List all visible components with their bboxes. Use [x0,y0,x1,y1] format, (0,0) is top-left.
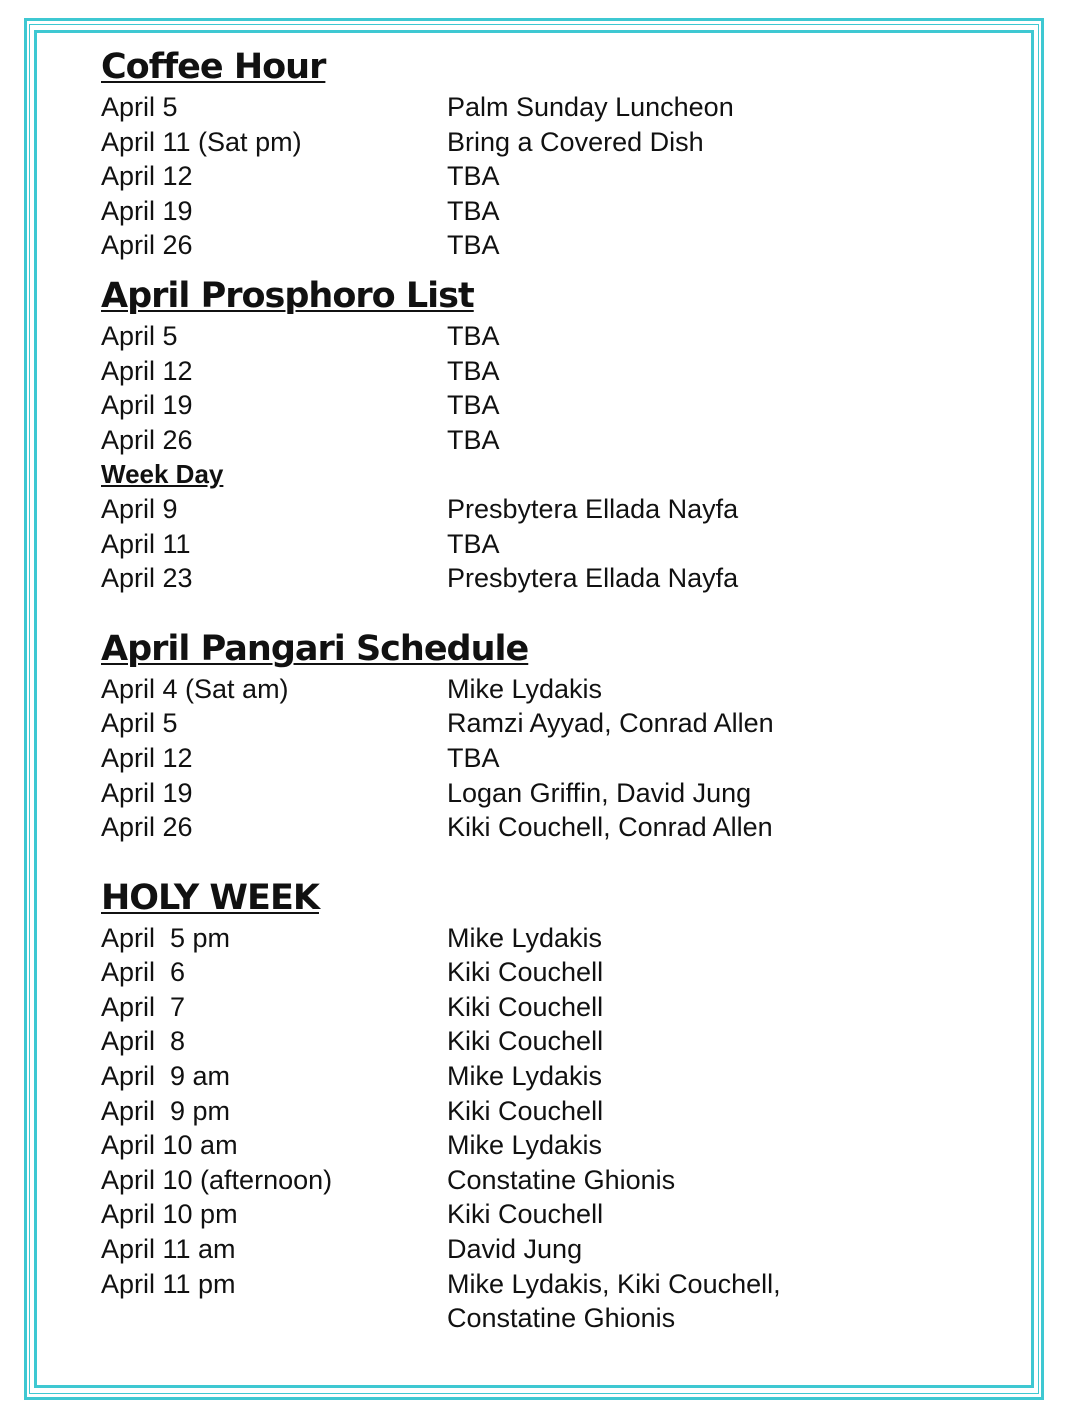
date-cell: April 7 [101,991,186,1022]
week-day-subheading: Week Day [101,459,224,490]
holy-week-heading: HOLY WEEK [101,877,319,918]
date-cell: April 10 pm [101,1199,238,1230]
list-item [101,1163,961,1198]
date-cell: April 5 [101,92,178,122]
schedule-content [101,44,961,1336]
pangari-schedule-list [101,672,961,845]
date-cell: April 4 (Sat am) [101,673,289,704]
list-item [101,423,961,458]
list-item [101,319,961,354]
list-item [101,492,961,527]
value-cell: Mike Lydakis [447,1130,603,1161]
list-item [101,1024,961,1059]
date-cell: April 9 pm [101,1095,231,1126]
value-cell: Logan Griffin, David Jung [447,777,752,808]
list-item [101,1197,961,1232]
list-item [101,1059,961,1094]
coffee-hour-list [101,90,961,263]
value-cell: Constatine Ghionis [447,1164,676,1195]
date-cell: April 12 [101,355,193,386]
list-item [101,561,961,596]
date-cell: April 5 [101,320,178,351]
date-cell: April 26 [101,424,193,455]
date-cell: April 26 [101,230,193,261]
date-cell: April 6 [101,957,186,988]
list-item [101,159,961,194]
date-cell: April 11 am [101,1234,236,1265]
value-cell: TBA [447,161,500,192]
value-cell: TBA [447,390,500,421]
list-item [101,776,961,811]
date-cell: April 9 am [101,1061,231,1092]
value-cell: Kiki Couchell [447,957,604,988]
date-cell: April 11 pm [101,1268,236,1299]
list-item [101,228,961,263]
value-cell: TBA [447,528,500,559]
list-item [101,1232,961,1267]
value-cell: Mike Lydakis [447,673,603,704]
holy-week-list [101,921,961,1336]
value-cell: Bring a Covered Dish [447,126,704,157]
list-item [101,955,961,990]
section-spacer [101,263,961,273]
date-cell: April 12 [101,161,193,192]
value-cell: TBA [447,230,500,261]
value-cell: Mike Lydakis [447,922,603,953]
value-cell: Presbytera Ellada Nayfa [447,563,739,594]
list-item [101,1128,961,1163]
list-item [101,921,961,956]
value-cell: Kiki Couchell [447,1095,604,1126]
date-cell: April 10 am [101,1130,238,1161]
date-cell: April 26 [101,812,193,843]
list-item [101,810,961,845]
value-cell: TBA [447,742,500,773]
value-cell: Mike Lydakis, Kiki Couchell, Constatine Ghionis [447,1268,781,1334]
list-item [101,1267,961,1336]
date-cell: April 5 [101,708,178,739]
week-day-list [101,492,961,596]
value-cell: Kiki Couchell [447,1199,604,1230]
date-cell: April 11 (Sat pm) [101,126,302,157]
list-item [101,194,961,229]
date-cell: April 12 [101,742,193,773]
list-item [101,388,961,423]
value-cell: TBA [447,195,500,226]
prosphoro-list-heading: April Prosphoro List [101,275,474,316]
list-item [101,90,961,125]
date-cell: April 19 [101,777,193,808]
value-cell: David Jung [447,1234,583,1265]
list-item [101,1094,961,1129]
coffee-hour-heading: Coffee Hour [101,47,326,87]
date-cell: April 23 [101,563,193,594]
value-cell: TBA [447,320,500,351]
value-cell: Kiki Couchell [447,991,604,1022]
list-item [101,672,961,707]
value-cell: Mike Lydakis [447,1061,603,1092]
list-item [101,527,961,562]
list-item [101,741,961,776]
date-cell: April 19 [101,195,193,226]
list-item [101,706,961,741]
date-cell: April 11 [101,528,191,559]
value-cell: Palm Sunday Luncheon [447,92,734,122]
date-cell: April 10 (afternoon) [101,1164,333,1195]
value-cell: Kiki Couchell, Conrad Allen [447,812,773,843]
section-spacer [101,845,961,875]
section-spacer [101,596,961,626]
list-item [101,990,961,1025]
pangari-schedule-heading: April Pangari Schedule [101,628,529,669]
list-item [101,125,961,160]
date-cell: April 19 [101,390,193,421]
date-cell: April 9 [101,493,178,524]
date-cell: April 8 [101,1026,186,1057]
list-item [101,354,961,389]
prosphoro-list [101,319,961,457]
value-cell: TBA [447,424,500,455]
value-cell: Kiki Couchell [447,1026,604,1057]
date-cell: April 5 pm [101,922,231,953]
value-cell: Presbytera Ellada Nayfa [447,493,739,524]
value-cell: TBA [447,355,500,386]
value-cell: Ramzi Ayyad, Conrad Allen [447,708,774,739]
